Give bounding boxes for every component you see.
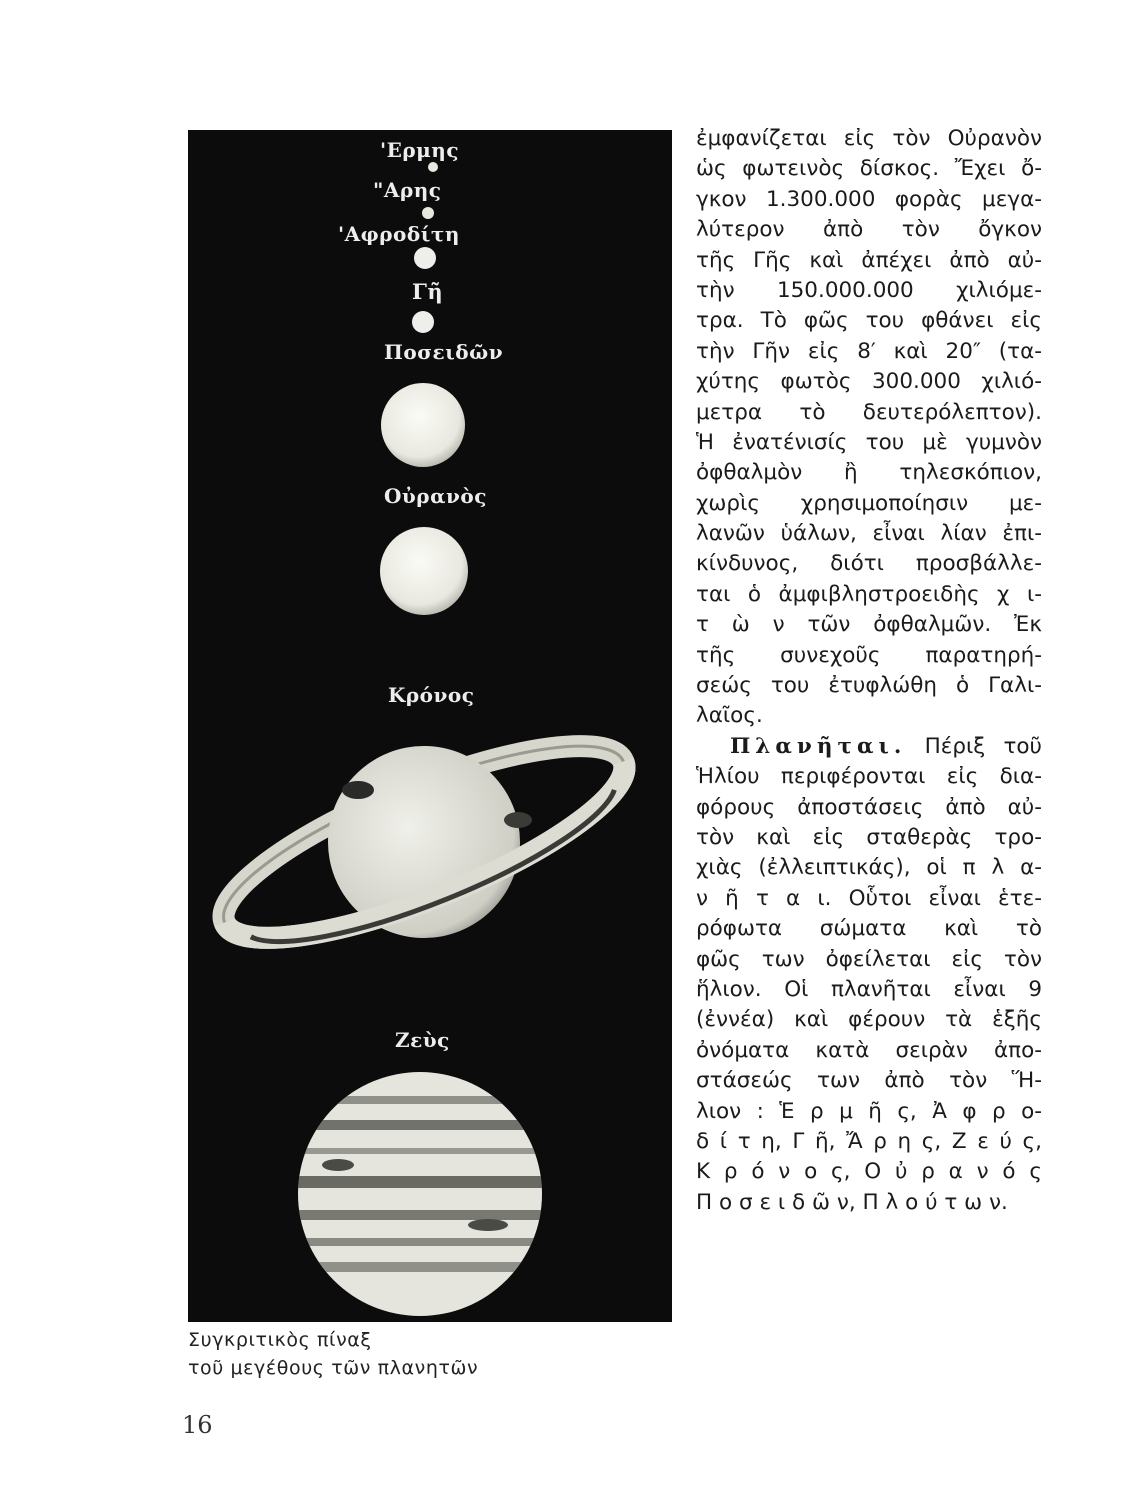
planet-size-figure (188, 130, 672, 1322)
text-line: ν ῆ τ α ι. Οὗτοι εἶναι ἑτε- (696, 885, 1042, 911)
text-line: ὡς φωτεινὸς δίσκος. Ἔχει ὄ- (696, 156, 1042, 182)
hermes-disc (428, 162, 438, 172)
paragraph-planets (696, 732, 1042, 1218)
text-line: κίνδυνος, διότι προσβάλλε- (696, 551, 1042, 577)
text-line: τῆς Γῆς καὶ ἀπέχει ἀπὸ αὐ- (696, 247, 1042, 273)
text-line: φῶς των ὀφείλεται εἰς τὸν (696, 946, 1042, 972)
planet-illustration (188, 130, 672, 1322)
text-line: τ ὼ ν τῶν ὀφθαλμῶν. Ἐκ (696, 612, 1042, 638)
aphrodite-disc (414, 247, 436, 269)
text-line: γκον 1.300.000 φορὰς μεγα- (696, 186, 1042, 212)
text-line: χύτης φωτὸς 300.000 χιλιό- (696, 369, 1042, 395)
caption-line: Συγκριτικὸς πίναξ (188, 1329, 372, 1351)
text-line: ὀνόματα κατὰ σειρὰν ἀπο- (696, 1037, 1042, 1063)
text-line: ἐμφανίζεται εἰς τὸν Οὐρανὸν (696, 126, 1042, 151)
text-line: σεώς του ἐτυφλώθη ὁ Γαλι- (696, 673, 1042, 699)
text-line: ὀφθαλμὸν ἢ τηλεσκόπιον, (696, 460, 1042, 486)
text-line: μετρα τὸ δευτερόλεπτον). (696, 399, 1042, 425)
label-hermes: 'Ερμης (380, 138, 460, 162)
ares-disc (422, 207, 434, 219)
text-line: στάσεώς των ἀπὸ τὸν Ἥ- (696, 1068, 1042, 1094)
text-line: λύτερον ἀπὸ τὸν ὄγκον (696, 217, 1042, 243)
text-line: δ ί τ η, Γ ῆ, Ἄ ρ η ς, Ζ ε ύ ς, (696, 1128, 1042, 1154)
label-aphrodite: 'Αφροδίτη (338, 222, 460, 246)
label-poseidon: Ποσειδῶν (384, 340, 504, 364)
label-ares: "Αρης (373, 178, 442, 202)
ouranos-disc (380, 527, 468, 615)
text-line: λαῖος. (696, 703, 763, 729)
text-line: ται ὁ ἀμφιβληστροειδὴς χ ι- (696, 581, 1042, 607)
text-line: Ἡλίου περιφέρονται εἰς δια- (696, 764, 1042, 790)
text-line: φόρους ἀποστάσεις ἀπὸ αὐ- (696, 794, 1042, 820)
label-ge: Γῆ (412, 279, 444, 304)
text-line: χιὰς (ἐλλειπτικάς), οἱ π λ α- (696, 855, 1042, 881)
text-line: (ἐννέα) καὶ φέρουν τὰ ἑξῆς (696, 1007, 1042, 1033)
label-ouranos: Οὐρανὸς (384, 484, 487, 508)
text-line: λιον : Ἑ ρ μ ῆ ς, Ἀ φ ρ ο- (696, 1098, 1042, 1124)
text-line: τὴν Γῆν εἰς 8′ καὶ 20″ (τα- (696, 338, 1042, 364)
ge-disc (412, 311, 434, 333)
kronos-saturn (189, 672, 660, 1011)
caption-line: τοῦ μεγέθους τῶν πλανητῶν (188, 1357, 479, 1379)
text-line: τρα. Τὸ φῶς του φθάνει εἰς (696, 308, 1042, 334)
text-line: χωρὶς χρησιμοποίησιν με- (696, 490, 1042, 516)
label-kronos: Κρόνος (388, 683, 475, 707)
text-line: ἥλιον. Οἱ πλανῆται εἶναι 9 (696, 976, 1042, 1002)
section-heading: Πλανῆται. (730, 733, 907, 759)
text-line: Ἡ ἐνατένισίς του μὲ γυμνὸν (696, 429, 1042, 455)
paragraph-sun (696, 124, 1042, 732)
body-text-column (696, 124, 1042, 1218)
text-line: ρόφωτα σώματα καὶ τὸ (696, 916, 1042, 942)
text-line: Κ ρ ό ν ο ς, Ο ὐ ρ α ν ό ς (696, 1159, 1042, 1185)
text-line: τὸν καὶ εἰς σταθερὰς τρο- (696, 824, 1042, 850)
text-line (696, 732, 1042, 762)
zeus-jupiter (288, 1072, 558, 1316)
page-number: 16 (182, 1411, 213, 1439)
figure-caption (188, 1326, 668, 1382)
heading-continuation: Πέριξ τοῦ (924, 733, 1042, 759)
text-line: λανῶν ὑάλων, εἶναι λίαν ἐπι- (696, 521, 1042, 547)
poseidon-disc (381, 383, 465, 467)
text-line: τῆς συνεχοῦς παρατηρή- (696, 642, 1042, 668)
label-zeus: Ζεὺς (395, 1028, 450, 1052)
text-line: τὴν 150.000.000 χιλιόμε- (696, 277, 1042, 303)
text-line: Π ο σ ε ι δ ῶ ν, Π λ ο ύ τ ω ν. (696, 1189, 1008, 1215)
